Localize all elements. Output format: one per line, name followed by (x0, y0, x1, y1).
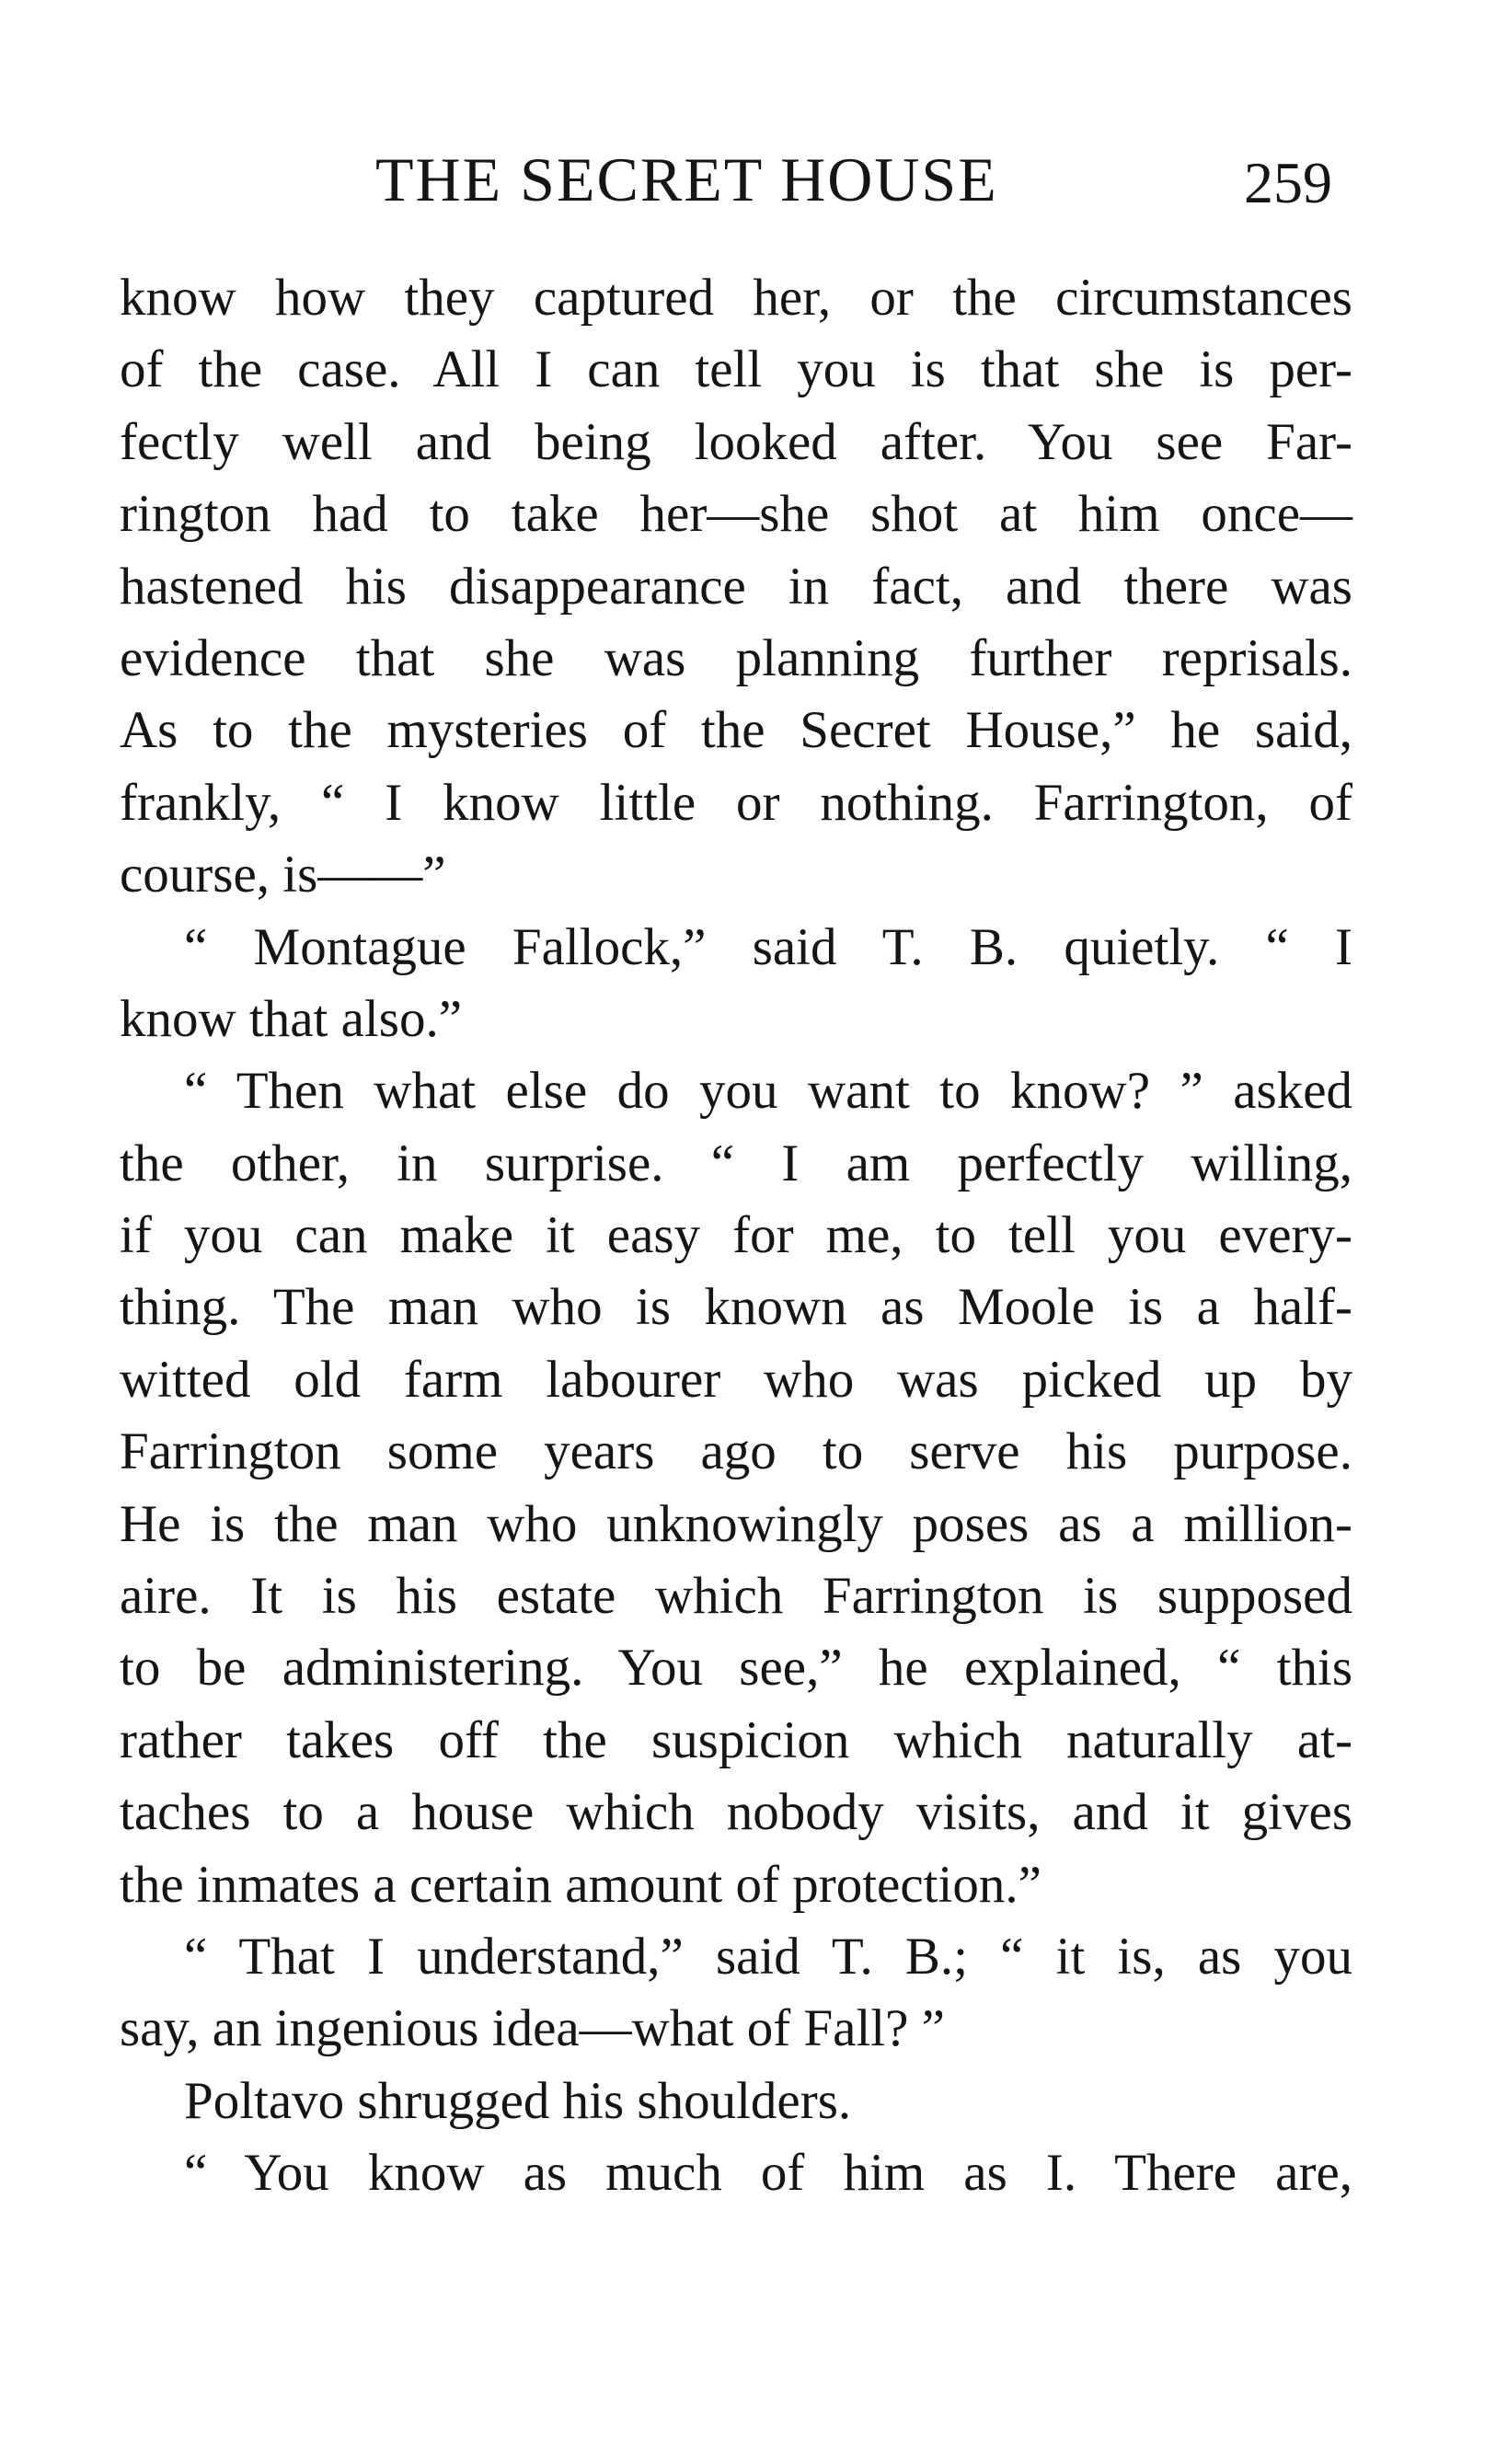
body-text (120, 262, 1352, 2210)
text-line: taches to a house which nobody visits, and it gives (120, 1783, 1352, 1842)
running-title: THE SECRET HOUSE (375, 144, 998, 214)
text-line: thing. The man who is known as Moole is a half- (120, 1278, 1352, 1337)
text-line: to be administering. You see,” he explained, “ this (120, 1639, 1352, 1698)
text-line: evidence that she was planning further reprisals. (120, 628, 1352, 687)
text-line: rington had to take her—she shot at him once— (120, 485, 1352, 544)
text-line: of the case. All I can tell you is that she is per- (120, 340, 1352, 399)
text-line: aire. It is his estate which Farrington is supposed (120, 1567, 1352, 1626)
page-number: 259 (1244, 150, 1332, 215)
text-line: the inmates a certain amount of protection.” (120, 1855, 1041, 1914)
text-line: Poltavo shrugged his shoulders. (184, 2071, 852, 2130)
text-line: As to the mysteries of the Secret House,” he said, (120, 701, 1352, 760)
text-line: “ Then what else do you want to know? ” asked (184, 1062, 1352, 1121)
text-line: witted old farm labourer who was picked up by (120, 1350, 1352, 1409)
text-line: the other, in surprise. “ I am perfectly willing, (120, 1134, 1352, 1192)
text-line: know how they captured her, or the circumstances (120, 269, 1352, 327)
text-line: if you can make it easy for me, to tell you every- (120, 1206, 1352, 1265)
text-line: Farrington some years ago to serve his purpose. (120, 1422, 1352, 1481)
text-line: know that also.” (120, 989, 463, 1048)
running-head (0, 138, 1496, 221)
text-line: fectly well and being looked after. You see Far- (120, 412, 1352, 471)
text-line: hastened his disappearance in fact, and there was (120, 557, 1352, 616)
text-line: frankly, “ I know little or nothing. Farrington, of (120, 773, 1352, 832)
text-line: course, is——” (120, 846, 446, 904)
text-line: “ Montague Fallock,” said T. B. quietly. “ I (184, 917, 1352, 976)
text-line: rather takes off the suspicion which naturally at- (120, 1710, 1352, 1769)
text-line: “ That I understand,” said T. B.; “ it is, as you (184, 1927, 1352, 1986)
text-line: He is the man who unknowingly poses as a million- (120, 1494, 1352, 1553)
text-line: say, an ingenious idea—what of Fall? ” (120, 1999, 945, 2058)
text-line: “ You know as much of him as I. There are, (184, 2144, 1352, 2203)
